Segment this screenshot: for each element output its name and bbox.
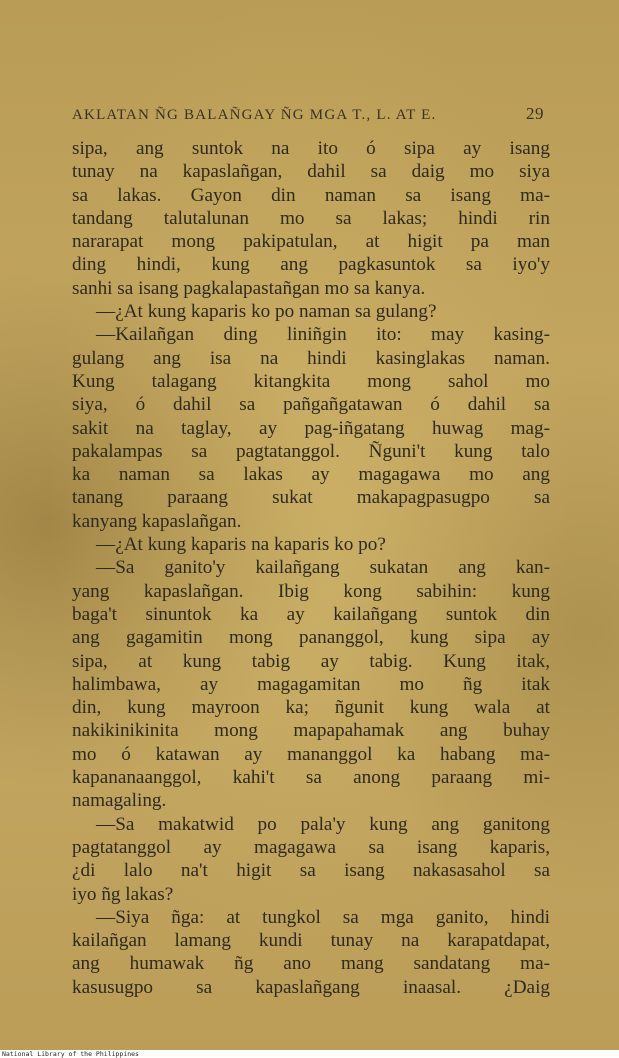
running-header xyxy=(72,104,544,124)
text-line: —¿At kung kaparis ko po naman sa gulang? xyxy=(96,301,437,323)
text-line: sa lakas. Gayon din naman sa isang ma- xyxy=(72,184,550,206)
text-line: ang humawak ñg ano mang sandatang ma- xyxy=(72,953,550,975)
text-line: namagaling. xyxy=(72,790,167,812)
text-line: kanyang kapaslañgan. xyxy=(72,510,242,532)
text-line: ka naman sa lakas ay magagawa mo ang xyxy=(72,464,550,486)
text-line: sipa, ang suntok na ito ó sipa ay isang xyxy=(72,138,550,159)
text-line: —Siya ñga: at tungkol sa mga ganito, hindi xyxy=(96,906,550,928)
running-title: AKLATAN ÑG BALAÑGAY ÑG MGA T., L. AT E. xyxy=(72,107,437,123)
text-line: —¿At kung kaparis na kaparis ko po? xyxy=(96,534,386,556)
text-line: baga't sinuntok ka ay kailañgang suntok din xyxy=(72,603,550,625)
text-line: —Sa makatwid po pala'y kung ang ganitong xyxy=(96,813,550,835)
text-line: iyo ñg lakas? xyxy=(72,883,174,905)
text-line: pagtatanggol ay magagawa sa isang kaparis, xyxy=(72,836,550,858)
text-line: sakit na taglay, ay pag-iñgatang huwag mag- xyxy=(72,417,550,439)
body-text xyxy=(72,137,550,999)
text-line: ¿di lalo na't higit sa isang nakasasahol sa xyxy=(72,860,550,882)
text-line: kapananaanggol, kahi't sa anong paraang mi- xyxy=(72,767,550,789)
text-line: mo ó katawan ay mananggol ka habang ma- xyxy=(72,743,550,765)
text-line: siya, ó dahil sa pañgañgatawan ó dahil sa xyxy=(72,394,550,416)
text-line: Kung talagang kitangkita mong sahol mo xyxy=(72,370,550,392)
text-line: tunay na kapaslañgan, dahil sa daig mo siya xyxy=(72,161,550,183)
text-line: nararapat mong pakipatulan, at higit pa man xyxy=(72,231,550,253)
text-line: halimbawa, ay magagamitan mo ñg itak xyxy=(72,673,550,695)
text-line: ding hindi, kung ang pagkasuntok sa iyo'y xyxy=(72,254,550,276)
text-line: —Sa ganito'y kailañgang sukatan ang kan- xyxy=(96,557,550,579)
text-line: tandang talutalunan mo sa lakas; hindi rin xyxy=(72,207,550,229)
text-line: sanhi sa isang pagkalapastañgan mo sa kanya. xyxy=(72,277,426,299)
text-line: gulang ang isa na hindi kasinglakas naman. xyxy=(72,347,550,369)
text-line: yang kapaslañgan. Ibig kong sabihin: kung xyxy=(72,580,550,602)
text-line: nakikinikinita mong mapapahamak ang buhay xyxy=(72,720,550,742)
text-line: din, kung mayroon ka; ñgunit kung wala at xyxy=(72,697,550,719)
text-line: pakalampas sa pagtatanggol. Ñguni't kung talo xyxy=(72,440,550,462)
text-line: tanang paraang sukat makapagpasugpo sa xyxy=(72,487,550,509)
text-line: —Kailañgan ding liniñgin ito: may kasing- xyxy=(96,324,550,346)
text-line: kasusugpo sa kapaslañgang inaasal. ¿Daig xyxy=(72,976,550,998)
library-credit: National Library of the Philippines xyxy=(2,1050,139,1058)
text-line: sipa, at kung tabig ay tabig. Kung itak, xyxy=(72,650,550,672)
text-line: kailañgan lamang kundi tunay na karapatdapat, xyxy=(72,930,550,952)
page-number: 29 xyxy=(526,104,544,123)
text-line: ang gagamitin mong pananggol, kung sipa ay xyxy=(72,627,550,649)
